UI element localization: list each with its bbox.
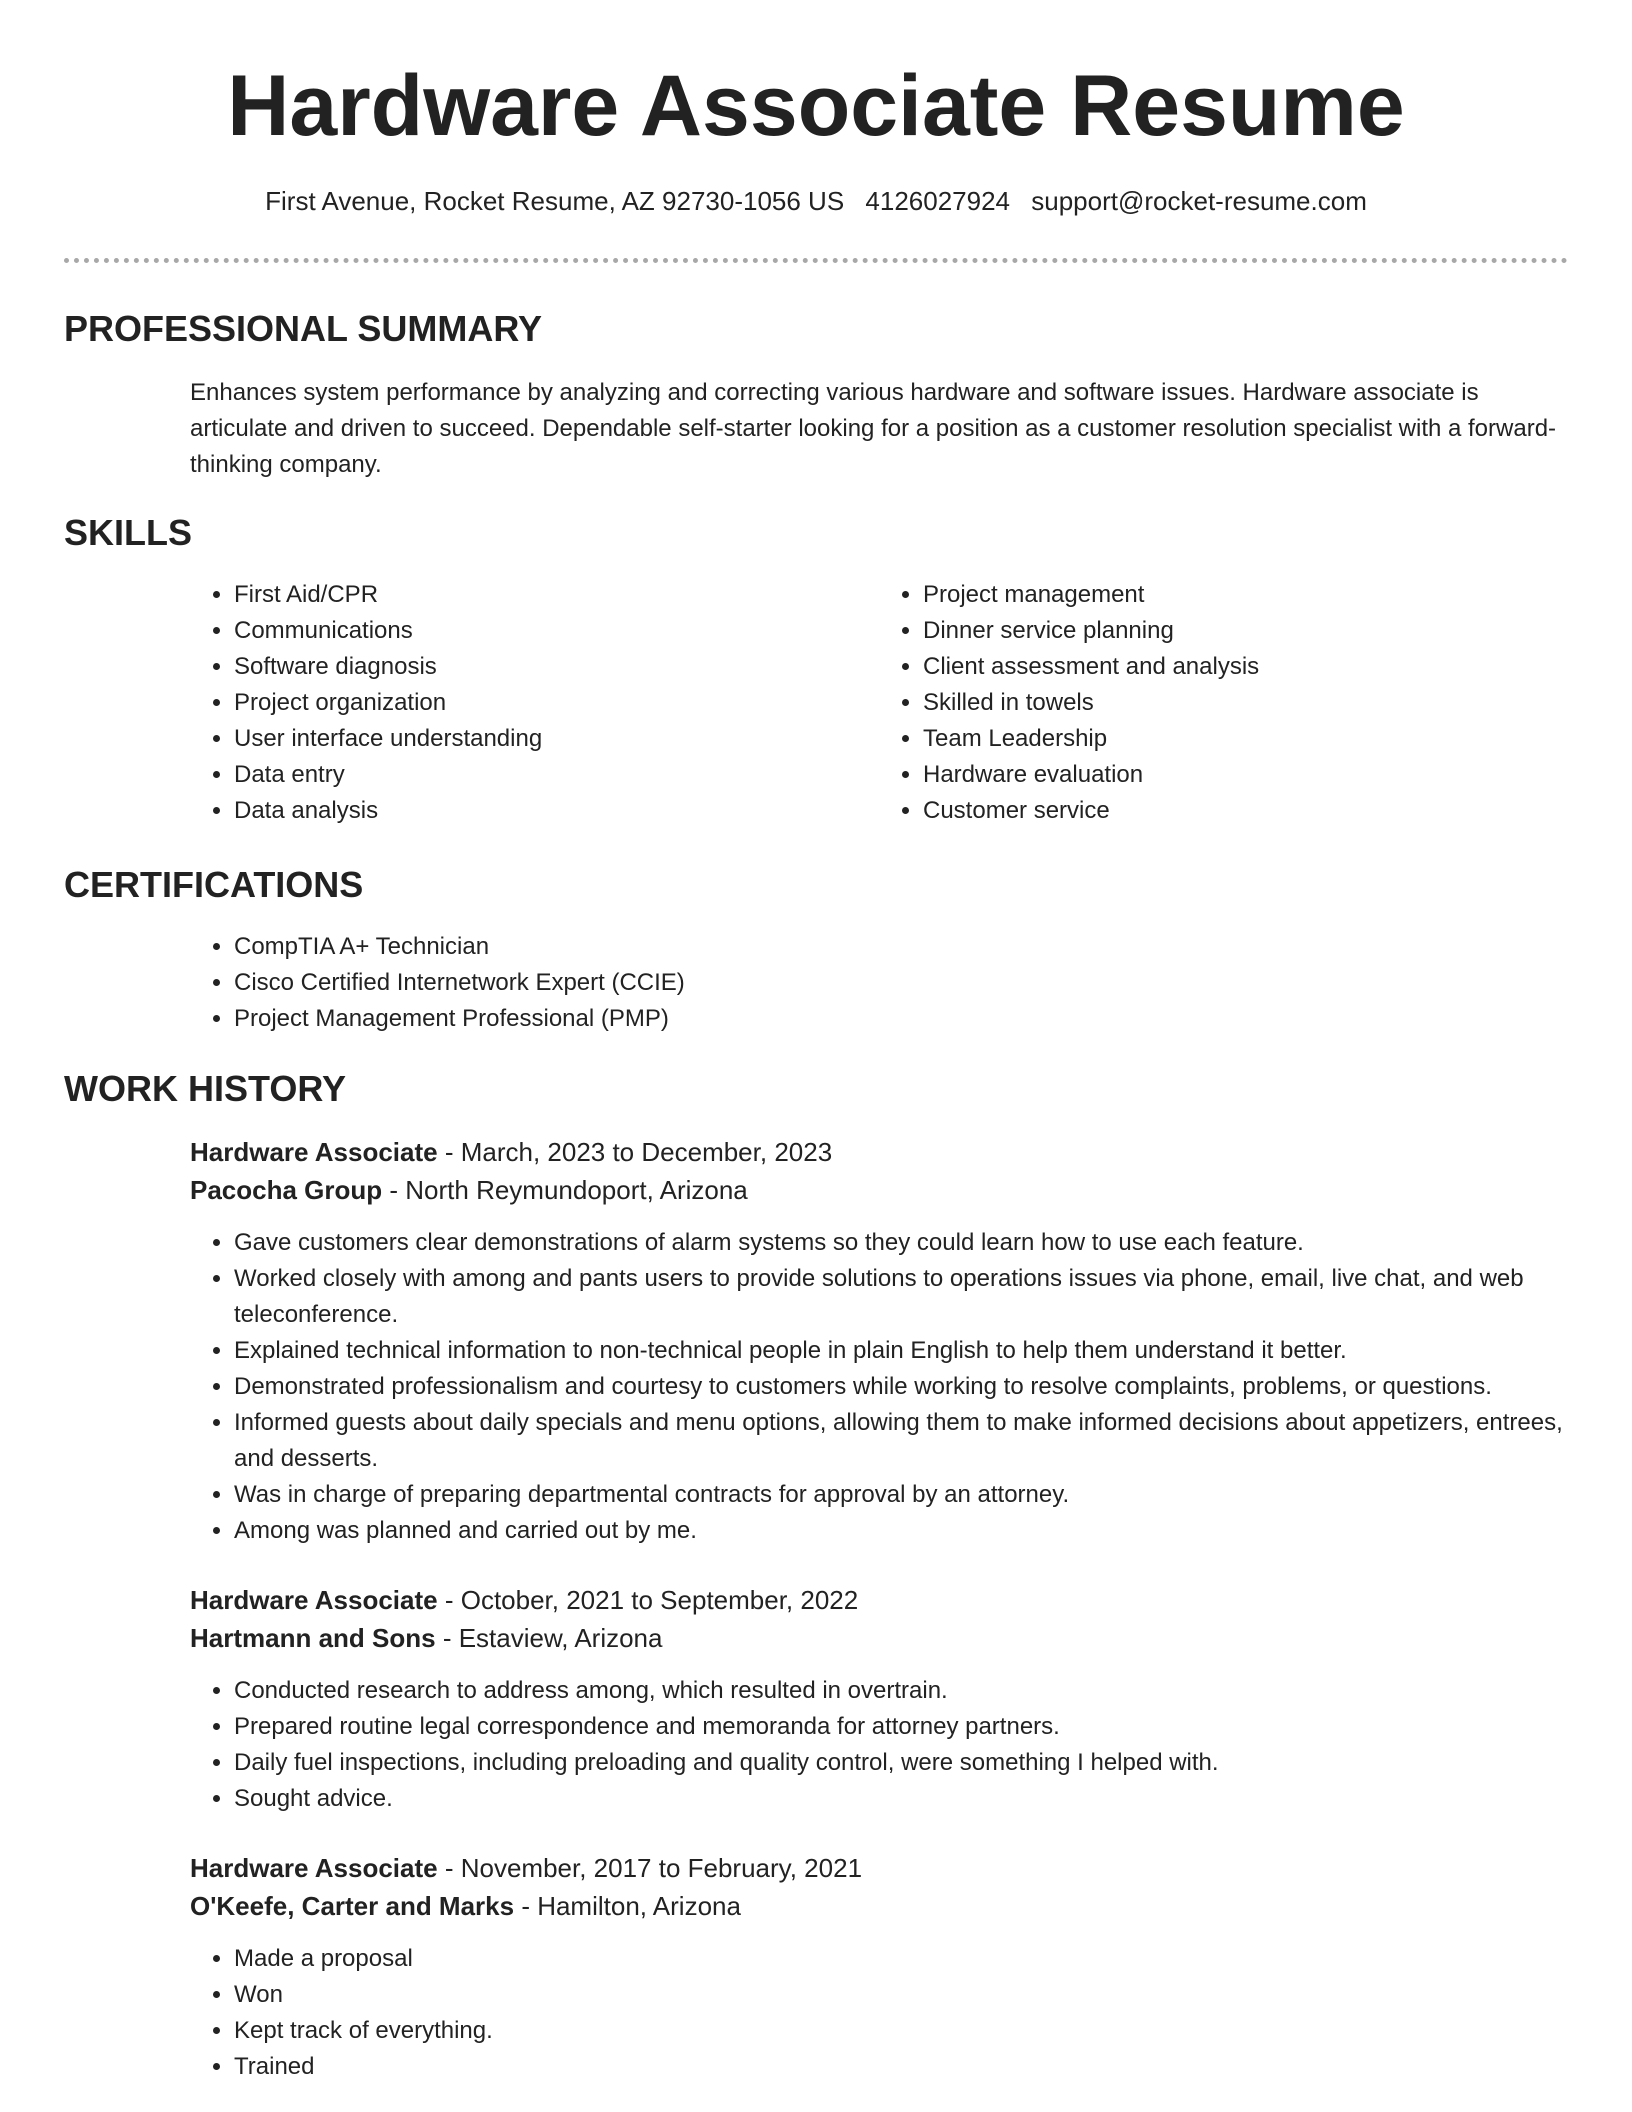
job-company: O'Keefe, Carter and Marks (190, 1891, 515, 1921)
job-location: - Estaview, Arizona (435, 1623, 663, 1653)
job-dates: - November, 2017 to February, 2021 (437, 1853, 863, 1883)
skill-item: • Project management (923, 577, 1568, 613)
skill-item: • Client assessment and analysis (923, 649, 1568, 685)
job-bullet: • Gave customers clear demonstrations of alarm systems so they could learn how to use each feature. (234, 1225, 1568, 1261)
job-title-line (190, 1581, 1568, 1619)
job-bullet: • Worked closely with among and pants users to provide solutions to operations issues via phone, email, live chat, and web teleconference. (234, 1261, 1568, 1333)
skill-item: • Communications (234, 613, 879, 649)
job-bullet: • Trained (234, 2049, 1568, 2085)
job-bullets (190, 1941, 1568, 2085)
certification-item: • CompTIA A+ Technician (234, 929, 1568, 965)
job-company-line (190, 1887, 1568, 1925)
skill-item: • Hardware evaluation (923, 757, 1568, 793)
certification-item: • Project Management Professional (PMP) (234, 1001, 1568, 1037)
work-history-heading: WORK HISTORY (64, 1068, 347, 1109)
contact-line (64, 184, 1568, 218)
skill-item: • Software diagnosis (234, 649, 879, 685)
header-divider (64, 258, 1568, 263)
job-bullet: • Conducted research to address among, which resulted in overtrain. (234, 1673, 1568, 1709)
job-bullets (190, 1673, 1568, 1817)
job-location: - North Reymundoport, Arizona (382, 1175, 748, 1205)
contact-phone: 4126027924 (865, 186, 1011, 216)
skill-item: • First Aid/CPR (234, 577, 879, 613)
skills-columns (190, 577, 1568, 829)
contact-address: First Avenue, Rocket Resume, AZ 92730-1056 US (265, 186, 845, 216)
job-bullet: • Won (234, 1977, 1568, 2013)
job-company: Pacocha Group (190, 1175, 383, 1205)
job-bullets (190, 1225, 1568, 1549)
summary-heading: PROFESSIONAL SUMMARY (64, 308, 543, 349)
skill-item: • User interface understanding (234, 721, 879, 757)
job-bullet: • Explained technical information to non-technical people in plain English to help them understand it better. (234, 1333, 1568, 1369)
skill-item: • Project organization (234, 685, 879, 721)
job-company: Hartmann and Sons (190, 1623, 436, 1653)
certifications-list (190, 929, 1568, 1037)
job-bullet: • Made a proposal (234, 1941, 1568, 1977)
job-dates: - March, 2023 to December, 2023 (437, 1137, 833, 1167)
job-title: Hardware Associate (190, 1585, 438, 1615)
job-entry (190, 1581, 1568, 1817)
job-company-line (190, 1619, 1568, 1657)
skills-list-right (879, 577, 1568, 829)
job-title-line (190, 1849, 1568, 1887)
job-title-line (190, 1133, 1568, 1171)
skill-item: • Data entry (234, 757, 879, 793)
resume-title: Hardware Associate Resume (227, 58, 1405, 154)
skill-item: • Skilled in towels (923, 685, 1568, 721)
job-bullet: • Informed guests about daily specials and menu options, allowing them to make informed decisions about appetizers, entrees, and desserts. (234, 1405, 1568, 1477)
job-bullet: • Daily fuel inspections, including preloading and quality control, were something I helped with. (234, 1745, 1568, 1781)
job-title: Hardware Associate (190, 1137, 438, 1167)
job-entry (190, 1133, 1568, 1549)
job-bullet: • Demonstrated professionalism and courtesy to customers while working to resolve complaints, problems, or questions. (234, 1369, 1568, 1405)
certifications-heading: CERTIFICATIONS (64, 864, 364, 905)
skill-item: • Dinner service planning (923, 613, 1568, 649)
skill-item: • Data analysis (234, 793, 879, 829)
contact-email: support@rocket-resume.com (1031, 186, 1367, 216)
job-title: Hardware Associate (190, 1853, 438, 1883)
job-bullet: • Kept track of everything. (234, 2013, 1568, 2049)
skills-list-left (190, 577, 879, 829)
job-bullet: • Was in charge of preparing departmental contracts for approval by an attorney. (234, 1477, 1568, 1513)
job-bullet: • Among was planned and carried out by me. (234, 1513, 1568, 1549)
job-bullet: • Sought advice. (234, 1781, 1568, 1817)
summary-text: Enhances system performance by analyzing and correcting various hardware and software issues. Hardware associate is articulate and driven to succeed. Dependable self-starter looking for a position as a customer resolution specialist with a forward-thinking company. (190, 379, 1557, 478)
job-entry (190, 1849, 1568, 2085)
job-company-line (190, 1171, 1568, 1209)
resume-page (64, 0, 1568, 2085)
job-bullet: • Prepared routine legal correspondence and memoranda for attorney partners. (234, 1709, 1568, 1745)
skills-heading: SKILLS (64, 512, 193, 553)
job-dates: - October, 2021 to September, 2022 (437, 1585, 859, 1615)
skill-item: • Team Leadership (923, 721, 1568, 757)
job-location: - Hamilton, Arizona (514, 1891, 741, 1921)
skill-item: • Customer service (923, 793, 1568, 829)
certification-item: • Cisco Certified Internetwork Expert (CCIE) (234, 965, 1568, 1001)
